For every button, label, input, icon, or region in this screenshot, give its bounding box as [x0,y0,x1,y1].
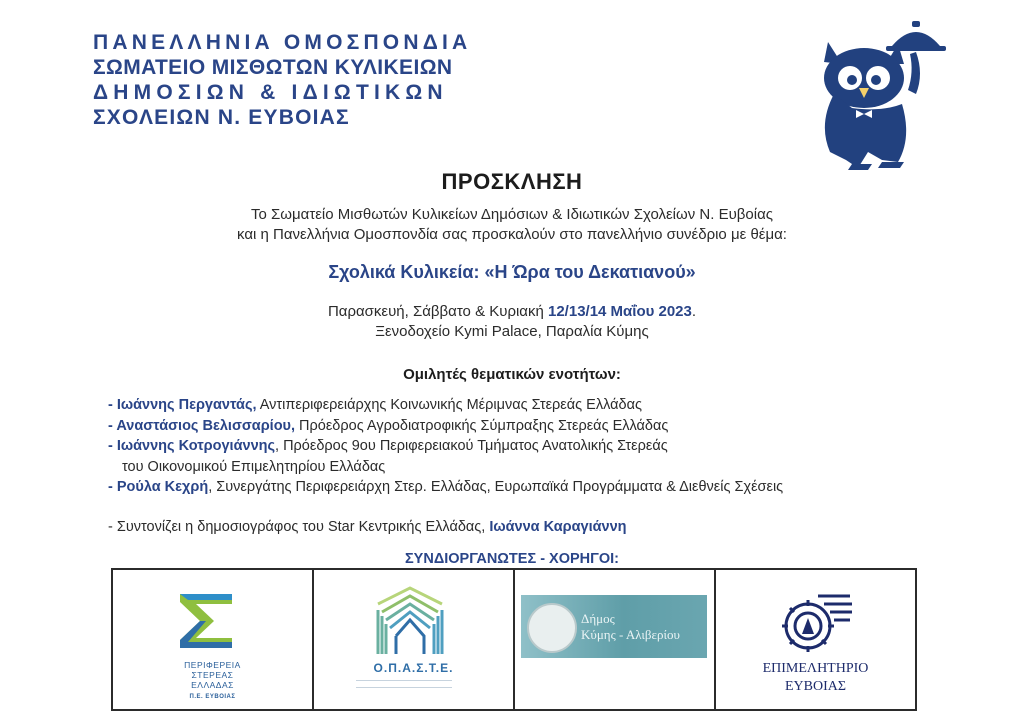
coordinator-text: - Συντονίζει η δημοσιογράφος του Star Κεντρικής Ελλάδας, [108,519,490,535]
speaker-name: - Ιωάννης Περγαντάς, [108,397,257,413]
coordinator-name: Ιωάννα Καραγιάννη [489,519,627,535]
opaste-label: Ο.Π.Α.Σ.Τ.Ε. [373,661,454,675]
sponsor-dimos [515,570,716,709]
intro-line: και η Πανελλήνια Ομοσπονδία σας προσκαλούν στο πανελλήνιο συνέδριο με θέμα: [237,226,787,243]
speaker-role-continued: του Οικονομικού Επιμελητηρίου Ελλάδας [122,458,386,475]
speaker-role: , Συνεργάτης Περιφερειάρχη Στερ. Ελλάδας, Ευρωπαϊκά Προγράμματα & Διεθνείς Σχέσεις [208,479,784,495]
perifereia-sigma-logo-icon [176,590,236,652]
org-line-2: ΣΩΜΑΤΕΙΟ ΜΙΣΘΩΤΩΝ ΚΥΛΙΚΕΙΩΝ [93,56,453,79]
opaste-logo-icon [370,584,450,656]
sponsors-logo-strip [111,568,917,711]
dimos-line-2: Κύμης - Αλιβερίου [581,627,680,642]
dimos-seal-icon [527,603,577,653]
intro-line: Το Σωματείο Μισθωτών Κυλικείων Δημόσιων & Ιδιωτικών Σχολείων Ν. Ευβοίας [251,206,773,223]
perifereia-line-2: ΣΤΕΡΕΑΣ [191,670,234,680]
epimelitirio-label [716,660,915,696]
event-details [0,302,1024,342]
event-venue: Ξενοδοχείο Kymi Palace, Παραλία Κύμης [375,323,649,340]
dimos-label [581,611,680,643]
perifereia-label [113,660,312,702]
speakers-heading: Ομιλητές θεματικών ενοτήτων: [403,366,621,383]
intro-text [0,205,1024,245]
speaker-item [108,477,988,498]
sponsor-epimelitirio [716,570,915,709]
organization-header [93,30,471,130]
speaker-name: - Αναστάσιος Βελισσαρίου, [108,417,296,434]
epimelitirio-line-1: ΕΠΙΜΕΛΗΤΗΡΙΟ [762,661,869,676]
dimos-logo-banner [521,595,707,658]
org-line-4: ΣΧΟΛΕΙΩΝ Ν. ΕΥΒΟΙΑΣ [93,106,350,129]
invitation-title: ΠΡΟΣΚΛΗΣΗ [441,169,583,194]
event-dates-line [0,302,1024,322]
speaker-item [108,395,988,416]
opaste-subtitle-lines [356,680,452,688]
epimelitirio-gear-logo-icon [774,586,854,656]
conference-theme: Σχολικά Κυλικεία: «Η Ώρα του Δεκατιανού» [328,262,696,282]
org-line-1: ΠΑΝΕΛΛΗΝΙΑ ΟΜΟΣΠΟΝΔΙΑ [93,31,472,54]
speaker-item [108,416,988,437]
perifereia-line-4: Π.Ε. ΕΥΒΟΙΑΣ [189,694,236,700]
event-days: Παρασκευή, Σάββατο & Κυριακή [327,303,548,320]
speaker-name: - Ιωάννης Κοτρογιάννης [108,438,276,454]
event-dates: 12/13/14 Μαΐου 2023 [548,303,692,320]
event-dates-end: . [691,303,697,320]
dimos-line-1: Δήμος [581,611,615,626]
epimelitirio-line-2: ΕΥΒΟΙΑΣ [784,679,847,694]
sponsor-perifereia [113,570,314,709]
org-line-3: ΔΗΜΟΣΙΩΝ & ΙΔΙΩΤΙΚΩΝ [93,81,448,104]
speaker-role: Πρόεδρος Αγροδιατροφικής Σύμπραξης Στερεάς Ελλάδας [295,417,669,434]
sponsors-heading: ΣΥΝΔΙΟΡΓΑΝΩΤΕΣ - ΧΟΡΗΓΟΙ: [404,551,619,567]
speaker-role: , Πρόεδρος 9ου Περιφερειακού Τμήματος Ανατολικής Στερεάς [275,438,668,454]
sponsor-opaste [314,570,515,709]
speakers-list [108,395,988,498]
perifereia-line-3: ΕΛΛΑΔΑΣ [191,680,234,690]
speaker-item [108,436,988,457]
speaker-name: - Ρούλα Κεχρή [108,479,209,495]
speaker-role: Αντιπεριφερειάρχης Κοινωνικής Μέριμνας Στερεάς Ελλάδας [256,397,642,413]
perifereia-line-1: ΠΕΡΙΦΕΡΕΙΑ [184,660,241,670]
coordinator-line [108,519,627,535]
owl-waiter-logo-icon [812,12,962,172]
